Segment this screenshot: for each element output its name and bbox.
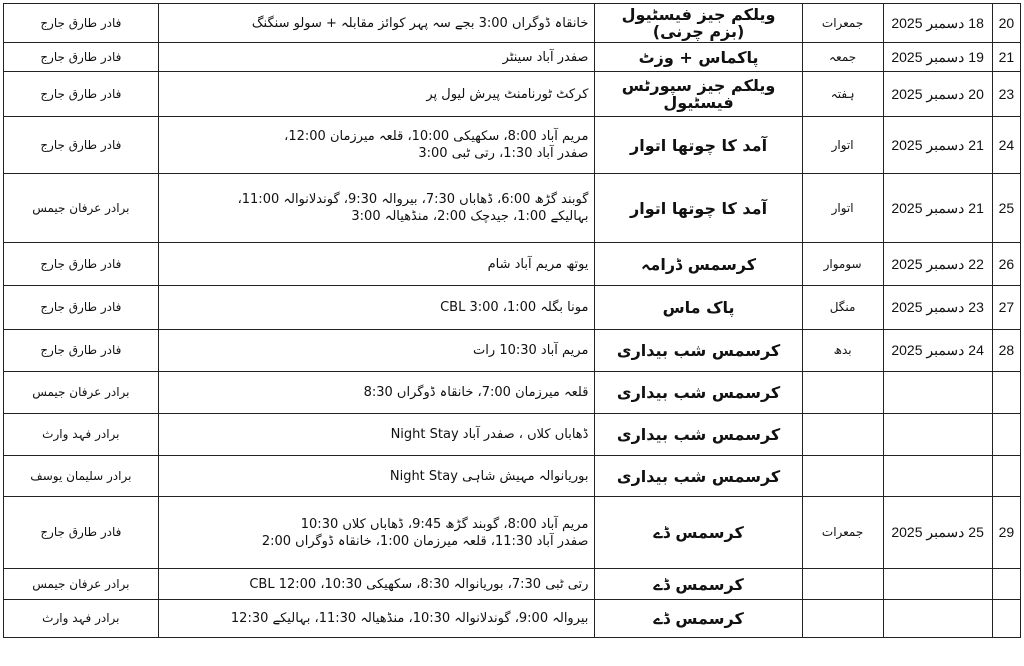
weekday: بدھ [802, 330, 883, 372]
event-title: کرسمس شب بیداری [595, 414, 802, 456]
event-details [158, 243, 595, 286]
detail-line: بیروالہ 9:00، گوندلانوالہ 10:30، منڈھیالہ 11:30، بہالیکے 12:30 [230, 611, 589, 626]
event-details [158, 372, 595, 414]
table-row [4, 243, 1021, 286]
detail-line: کرکٹ ٹورنامنٹ پیرش لیول پر [426, 86, 589, 102]
event-date [883, 600, 992, 638]
detail-line: صفدر آباد 1:30، رتی ٹبی 3:00 [418, 146, 589, 161]
weekday [802, 372, 883, 414]
row-number: 21 [992, 43, 1020, 72]
event-title: کرسمس ڈے [595, 569, 802, 600]
event-details [158, 456, 595, 497]
weekday [802, 456, 883, 497]
table-row [4, 174, 1021, 243]
event-details [158, 174, 595, 243]
row-number: 25 [992, 174, 1020, 243]
table-row [4, 569, 1021, 600]
row-number [992, 372, 1020, 414]
weekday: اتوار [802, 174, 883, 243]
weekday [802, 569, 883, 600]
schedule-table [3, 3, 1021, 638]
weekday: ہفتہ [802, 72, 883, 117]
responsible-person: برادر عرفان جیمس [4, 569, 159, 600]
detail-line: قلعہ میرزمان 7:00، خانقاہ ڈوگراں 8:30 [363, 385, 589, 400]
weekday: منگل [802, 286, 883, 330]
table-row [4, 330, 1021, 372]
table-row [4, 286, 1021, 330]
table-row [4, 43, 1021, 72]
event-details [158, 72, 595, 117]
event-date: 21 دسمبر 2025 [883, 174, 992, 243]
detail-line: مریم آباد 10:30 رات [473, 343, 589, 358]
table-row [4, 497, 1021, 569]
event-details [158, 117, 595, 174]
weekday: جمعہ [802, 43, 883, 72]
event-date: 19 دسمبر 2025 [883, 43, 992, 72]
responsible-person: فادر طارق جارج [4, 117, 159, 174]
event-details [158, 330, 595, 372]
weekday: جمعرات [802, 4, 883, 43]
event-date: 25 دسمبر 2025 [883, 497, 992, 569]
row-number: 23 [992, 72, 1020, 117]
detail-line: ڈھاباں کلاں ، صفدر آباد Night Stay [390, 427, 589, 442]
event-title: کرسمس شب بیداری [595, 372, 802, 414]
detail-line: یوتھ مریم آباد شام [487, 256, 589, 272]
responsible-person: برادر فہد وارث [4, 600, 159, 638]
row-number [992, 414, 1020, 456]
event-details [158, 4, 595, 43]
event-date [883, 372, 992, 414]
event-details [158, 600, 595, 638]
row-number: 24 [992, 117, 1020, 174]
table-row [4, 372, 1021, 414]
responsible-person: فادر طارق جارج [4, 43, 159, 72]
event-title: کرسمس شب بیداری [595, 456, 802, 497]
event-title: کرسمس ڈرامہ [595, 243, 802, 286]
row-number: 26 [992, 243, 1020, 286]
event-title: کرسمس ڈے [595, 600, 802, 638]
responsible-person: فادر طارق جارج [4, 497, 159, 569]
row-number: 20 [992, 4, 1020, 43]
event-title: ویلکم جیز سپورٹس فیسٹیول [595, 72, 802, 117]
responsible-person: فادر طارق جارج [4, 286, 159, 330]
event-date [883, 569, 992, 600]
event-title: ویلکم جیز فیسٹیول (بزم چرنی) [595, 4, 802, 43]
detail-line: مریم آباد 8:00، گوبند گڑھ 9:45، ڈھاباں کلاں 10:30 [300, 516, 589, 532]
event-details [158, 497, 595, 569]
weekday [802, 414, 883, 456]
weekday: اتوار [802, 117, 883, 174]
table-row [4, 4, 1021, 43]
detail-line: بہالیکے 1:00، جیدچک 2:00، منڈھیالہ 3:00 [351, 209, 589, 224]
row-number [992, 569, 1020, 600]
table-row [4, 72, 1021, 117]
row-number: 29 [992, 497, 1020, 569]
responsible-person: فادر طارق جارج [4, 4, 159, 43]
responsible-person: برادر عرفان جیمس [4, 372, 159, 414]
event-title: آمد کا چوتھا اتوار [595, 117, 802, 174]
event-date: 18 دسمبر 2025 [883, 4, 992, 43]
event-date: 22 دسمبر 2025 [883, 243, 992, 286]
responsible-person: فادر طارق جارج [4, 243, 159, 286]
event-date: 23 دسمبر 2025 [883, 286, 992, 330]
responsible-person: برادر فہد وارث [4, 414, 159, 456]
weekday [802, 600, 883, 638]
detail-line: گوبند گڑھ 6:00، ڈھاباں 7:30، بیروالہ 9:30، گوندلانوالہ 11:00، [237, 192, 589, 207]
table-row [4, 414, 1021, 456]
event-title: کرسمس شب بیداری [595, 330, 802, 372]
row-number [992, 600, 1020, 638]
event-date [883, 456, 992, 497]
detail-line: خانقاہ ڈوگراں 3:00 بجے سہ پہر کوائز مقابلہ + سولو سنگنگ [251, 15, 589, 31]
table-row [4, 600, 1021, 638]
responsible-person: برادر عرفان جیمس [4, 174, 159, 243]
event-details [158, 414, 595, 456]
event-title: آمد کا چوتھا اتوار [595, 174, 802, 243]
row-number [992, 456, 1020, 497]
event-title: پاکماس + وزٹ [595, 43, 802, 72]
event-date: 20 دسمبر 2025 [883, 72, 992, 117]
event-details [158, 569, 595, 600]
row-number: 28 [992, 330, 1020, 372]
event-title: کرسمس ڈے [595, 497, 802, 569]
schedule-body [4, 4, 1021, 638]
table-row [4, 456, 1021, 497]
responsible-person: فادر طارق جارج [4, 72, 159, 117]
detail-line: مریم آباد 8:00، سکھیکی 10:00، قلعہ میرزمان 12:00، [284, 129, 589, 144]
detail-line: بوریانوالہ مہیش شاہی Night Stay [389, 468, 589, 484]
responsible-person: فادر طارق جارج [4, 330, 159, 372]
event-date: 24 دسمبر 2025 [883, 330, 992, 372]
detail-line: رتی ٹبی 7:30، بوریانوالہ 8:30، سکھیکی 10:30، CBL 12:00 [249, 576, 589, 592]
event-details [158, 43, 595, 72]
detail-line: مونا بگلہ 1:00، CBL 3:00 [440, 300, 589, 315]
weekday: جمعرات [802, 497, 883, 569]
responsible-person: برادر سلیمان یوسف [4, 456, 159, 497]
event-title: پاک ماس [595, 286, 802, 330]
detail-line: صفدر آباد 11:30، قلعہ میرزمان 1:00، خانقاہ ڈوگراں 2:00 [261, 533, 589, 549]
event-details [158, 286, 595, 330]
weekday: سوموار [802, 243, 883, 286]
row-number: 27 [992, 286, 1020, 330]
event-date [883, 414, 992, 456]
detail-line: صفدر آباد سینٹر [502, 49, 589, 65]
table-row [4, 117, 1021, 174]
event-date: 21 دسمبر 2025 [883, 117, 992, 174]
